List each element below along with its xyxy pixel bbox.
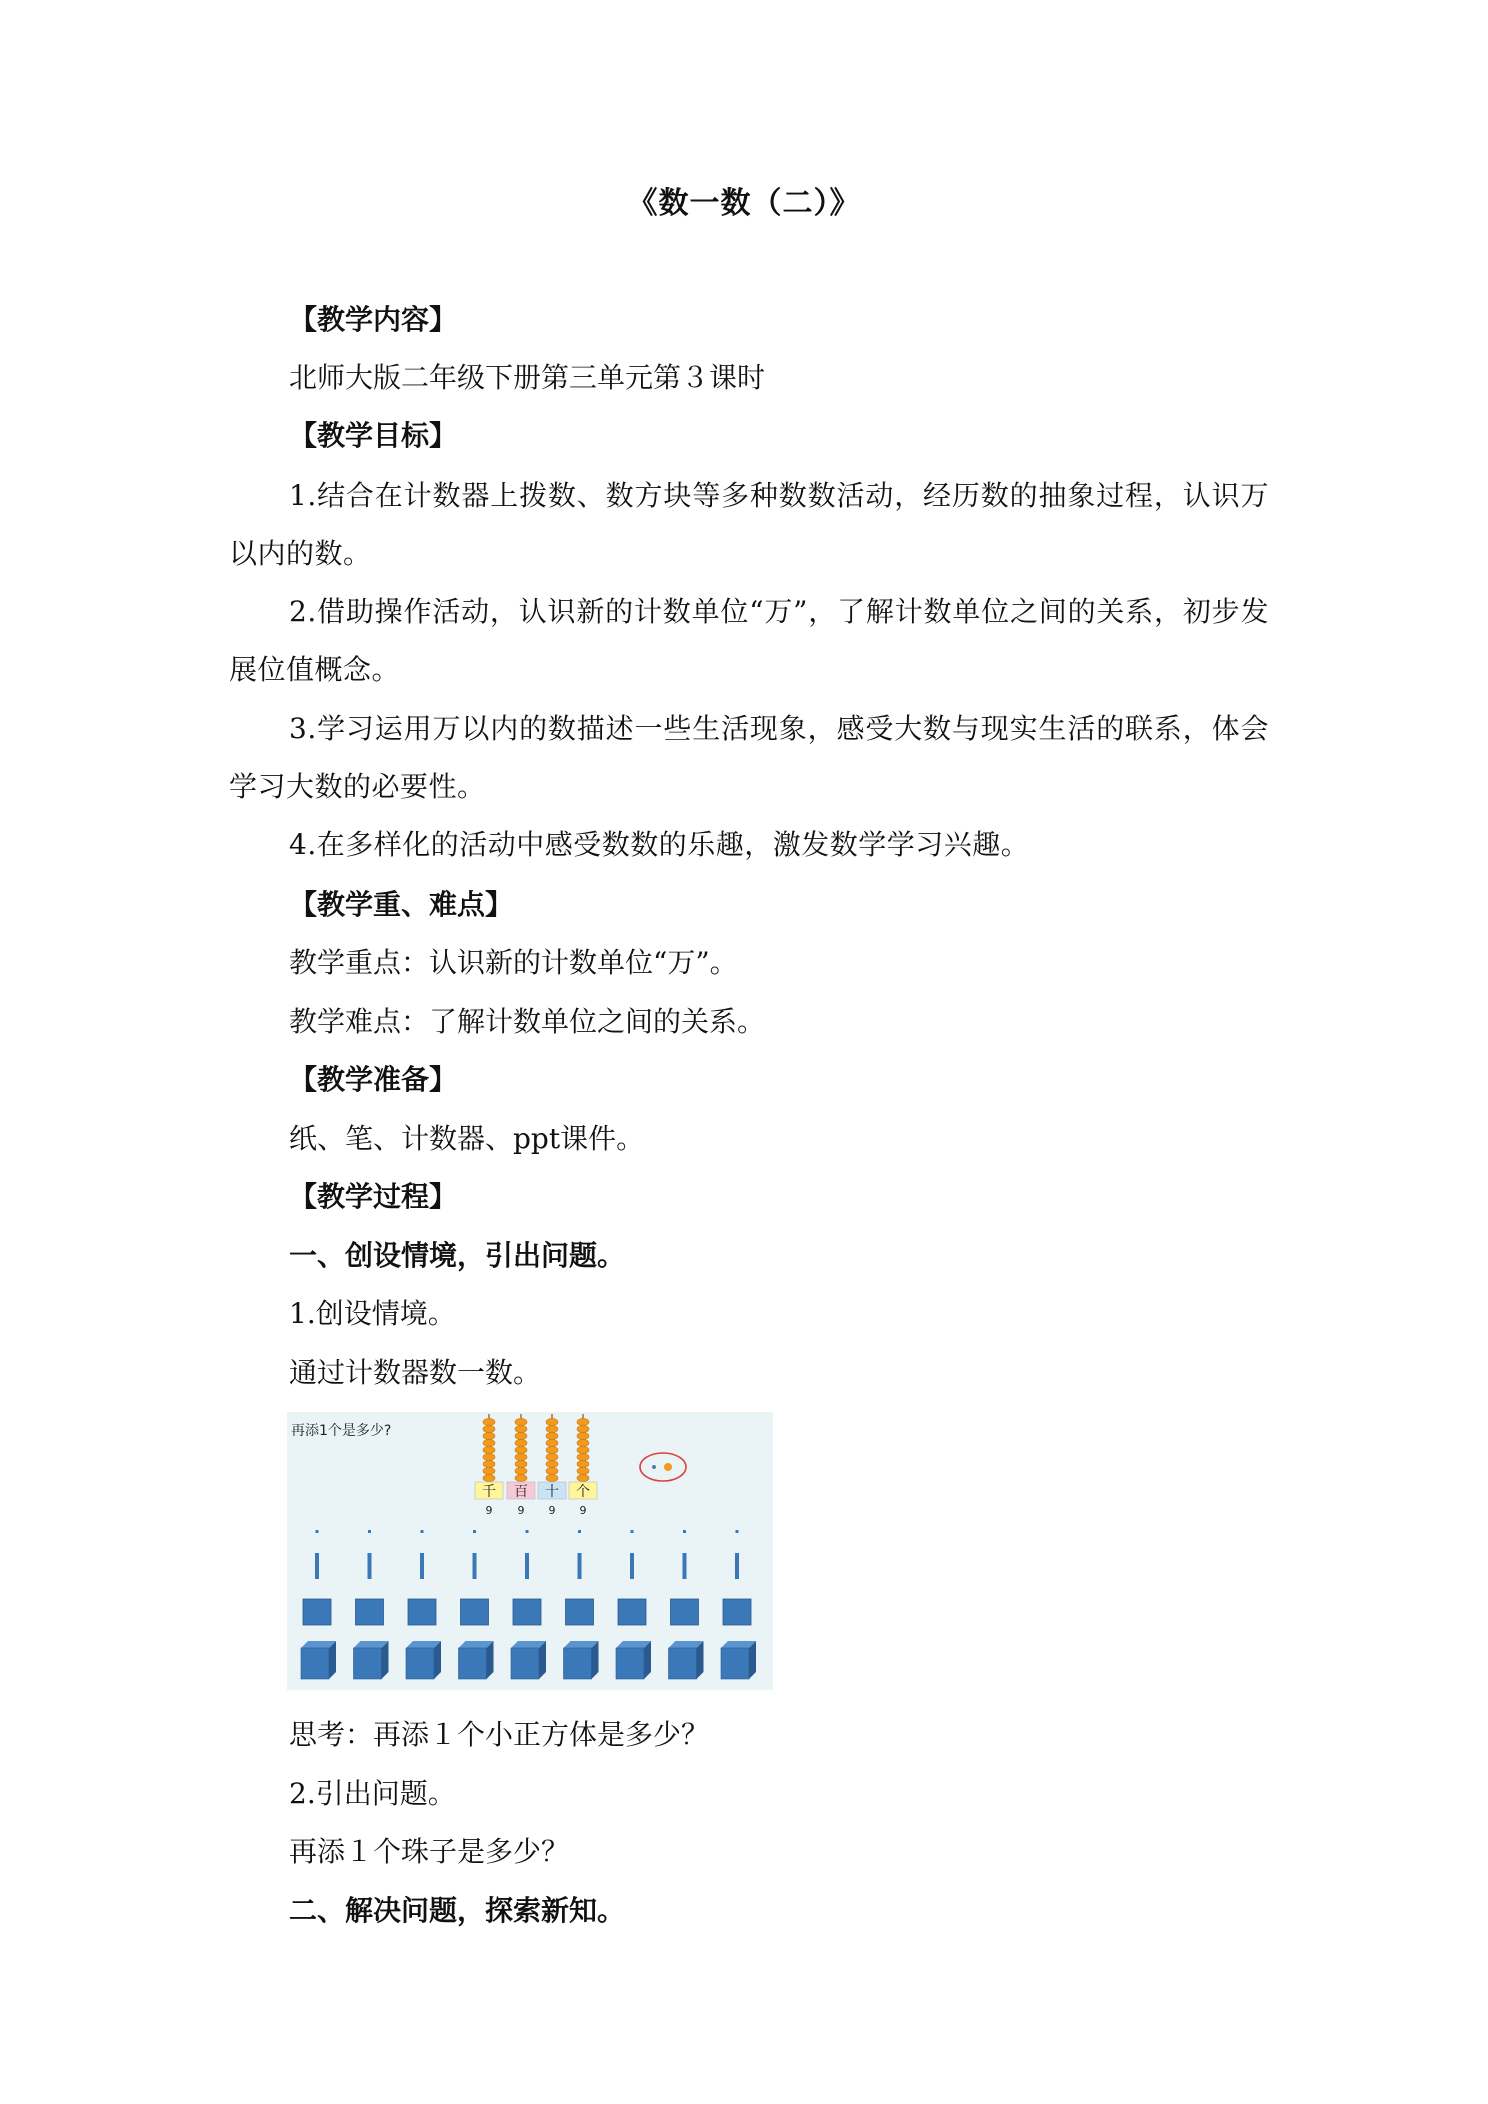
unit-cube (526, 1530, 529, 1533)
document-title: 《数一数（二）》 (627, 186, 861, 221)
unit-cube (421, 1530, 424, 1533)
thousand-cube (301, 1641, 336, 1679)
abacus-bead (546, 1432, 558, 1439)
abacus-bead (483, 1439, 495, 1446)
unit-cube (473, 1530, 476, 1533)
heading-preparation: 【教学准备】 (289, 1063, 458, 1096)
section-1-heading: 一、创设情境，引出问题。 (289, 1239, 626, 1272)
thousand-cube (459, 1641, 494, 1679)
abacus-bead (577, 1432, 589, 1439)
abacus-bead (546, 1460, 558, 1467)
teaching-content-text: 北师大版二年级下册第三单元第３课时 (289, 361, 766, 394)
key-point-text: 教学重点：认识新的计数单位“万”。 (289, 946, 738, 979)
hundred-flat (461, 1599, 489, 1625)
cube-front (616, 1648, 644, 1679)
heading-key-difficult-points: 【教学重、难点】 (289, 888, 514, 921)
place-value-1: 9 (517, 1504, 525, 1517)
cube-front (564, 1648, 592, 1679)
place-value-3: 9 (579, 1504, 587, 1517)
abacus-bead (546, 1474, 558, 1481)
thousand-cube (406, 1641, 441, 1679)
unit-cube (736, 1530, 739, 1533)
thousand-cube (721, 1641, 756, 1679)
unit-cube (368, 1530, 371, 1533)
place-label-2: 十 (545, 1484, 559, 1500)
heading-teaching-content: 【教学内容】 (289, 303, 458, 336)
abacus-bead (546, 1453, 558, 1460)
ten-rod (420, 1553, 424, 1579)
goal-item-2: 2.借助操作活动，认识新的计数单位“万”，了解计数单位之间的关系，初步发展位值概念。 (229, 595, 1269, 686)
ten-rod (368, 1553, 372, 1579)
small-cube-dot (652, 1465, 656, 1469)
think-question: 思考：再添１个小正方体是多少？ (289, 1718, 710, 1751)
step-2-text: 再添１个珠子是多少？ (289, 1835, 570, 1868)
hundred-flat (303, 1599, 331, 1625)
thousand-cube (616, 1641, 651, 1679)
abacus-bead (515, 1474, 527, 1481)
abacus-bead (546, 1425, 558, 1432)
abacus-bead (577, 1474, 589, 1481)
abacus-bead (483, 1474, 495, 1481)
ten-rod (473, 1553, 477, 1579)
abacus (475, 1414, 597, 1517)
cube-front (669, 1648, 697, 1679)
abacus-bead (483, 1446, 495, 1453)
place-label-1: 百 (514, 1484, 528, 1500)
goal-item-3: 3.学习运用万以内的数描述一些生活现象，感受大数与现实生活的联系，体会学习大数的必要性。 (229, 712, 1269, 803)
abacus-figure (287, 1412, 773, 1690)
difficult-point-text: 教学难点：了解计数单位之间的关系。 (289, 1005, 766, 1038)
abacus-bead (515, 1418, 527, 1425)
goal-item-1: 1.结合在计数器上拨数、数方块等多种数数活动，经历数的抽象过程，认识万以内的数。 (229, 479, 1269, 570)
ten-rod (683, 1553, 687, 1579)
place-label-3: 个 (576, 1484, 590, 1500)
abacus-bead (515, 1439, 527, 1446)
abacus-bead (515, 1467, 527, 1474)
abacus-bead (546, 1467, 558, 1474)
abacus-bead (483, 1425, 495, 1432)
cube-front (301, 1648, 329, 1679)
abacus-figure-svg (287, 1412, 773, 1690)
goal-item-4: 4.在多样化的活动中感受数数的乐趣，激发数学学习兴趣。 (289, 828, 1030, 861)
abacus-bead (577, 1453, 589, 1460)
ten-rod (578, 1553, 582, 1579)
abacus-bead (515, 1460, 527, 1467)
abacus-bead (546, 1446, 558, 1453)
abacus-bead (577, 1439, 589, 1446)
unit-cube (631, 1530, 634, 1533)
step-2-title: 2.引出问题。 (289, 1777, 456, 1810)
abacus-bead (483, 1432, 495, 1439)
hundred-flat (618, 1599, 646, 1625)
added-bead-circle (640, 1453, 686, 1481)
abacus-bead (546, 1418, 558, 1425)
abacus-bead (515, 1425, 527, 1432)
thousand-cube (669, 1641, 704, 1679)
cube-front (406, 1648, 434, 1679)
unit-cube (683, 1530, 686, 1533)
thousand-cube (564, 1641, 599, 1679)
abacus-bead (483, 1467, 495, 1474)
cube-front (511, 1648, 539, 1679)
unit-cube (578, 1530, 581, 1533)
ten-rod (315, 1553, 319, 1579)
hundred-flat (671, 1599, 699, 1625)
cube-front (459, 1648, 487, 1679)
abacus-bead (515, 1446, 527, 1453)
extra-bead (664, 1463, 672, 1471)
hundred-flat (566, 1599, 594, 1625)
ten-rod (525, 1553, 529, 1579)
hundred-flat (723, 1599, 751, 1625)
abacus-bead (546, 1439, 558, 1446)
heading-teaching-goals: 【教学目标】 (289, 419, 458, 452)
place-value-0: 9 (485, 1504, 493, 1517)
cube-front (354, 1648, 382, 1679)
unit-cube (316, 1530, 319, 1533)
cube-front (721, 1648, 749, 1679)
abacus-bead (483, 1453, 495, 1460)
heading-teaching-process: 【教学过程】 (289, 1180, 458, 1213)
base-ten-blocks (301, 1530, 756, 1679)
hundred-flat (356, 1599, 384, 1625)
preparation-text: 纸、笔、计数器、ppt课件。 (289, 1122, 645, 1155)
abacus-bead (577, 1467, 589, 1474)
figure-question: 再添1个是多少? (291, 1423, 392, 1439)
abacus-bead (577, 1425, 589, 1432)
abacus-bead (483, 1460, 495, 1467)
hundred-flat (513, 1599, 541, 1625)
abacus-bead (515, 1432, 527, 1439)
abacus-bead (577, 1460, 589, 1467)
thousand-cube (511, 1641, 546, 1679)
hundred-flat (408, 1599, 436, 1625)
place-label-0: 千 (482, 1484, 496, 1500)
abacus-bead (483, 1418, 495, 1425)
abacus-bead (577, 1418, 589, 1425)
section-2-heading: 二、解决问题，探索新知。 (289, 1894, 626, 1927)
ten-rod (735, 1553, 739, 1579)
thousand-cube (354, 1641, 389, 1679)
ten-rod (630, 1553, 634, 1579)
place-value-2: 9 (548, 1504, 556, 1517)
step-1-title: 1.创设情境。 (289, 1297, 456, 1330)
abacus-bead (515, 1453, 527, 1460)
step-1-text: 通过计数器数一数。 (289, 1356, 542, 1389)
abacus-bead (577, 1446, 589, 1453)
